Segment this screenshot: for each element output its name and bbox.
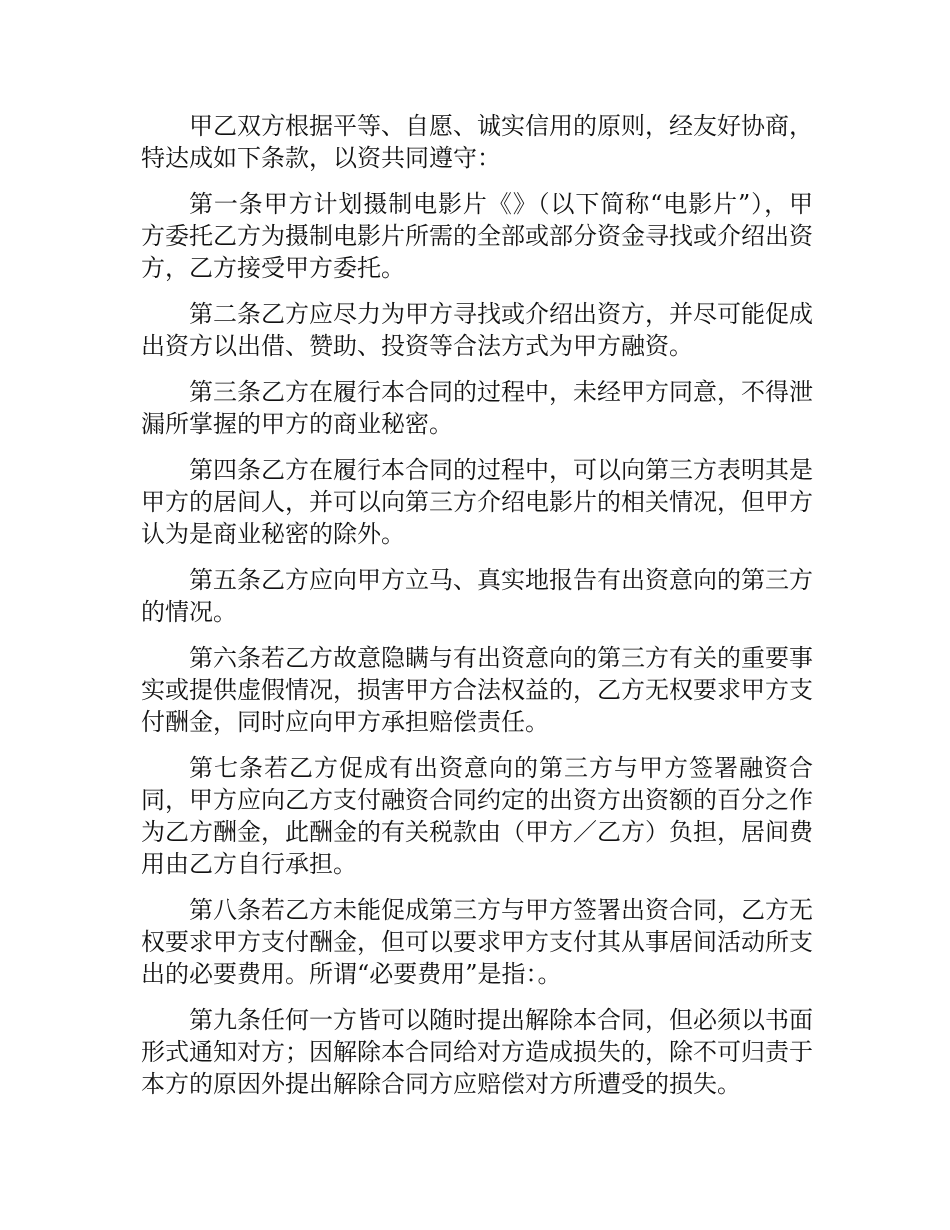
paragraph-article-4: 第四条乙方在履行本合同的过程中，可以向第三方表明其是甲方的居间人，并可以向第三方介绍电影片的相关情况，但甲方认为是商业秘密的除外。 xyxy=(141,456,813,548)
paragraph-article-2: 第二条乙方应尽力为甲方寻找或介绍出资方，并尽可能促成出资方以出借、赞助、投资等合法方式为甲方融资。 xyxy=(141,300,813,360)
document-body xyxy=(141,110,813,1114)
paragraph-article-8: 第八条若乙方未能促成第三方与甲方签署出资合同，乙方无权要求甲方支付酬金，但可以要求甲方支付其从事居间活动所支出的必要费用。所谓“必要费用”是指：。 xyxy=(141,896,813,988)
paragraph-article-1: 第一条甲方计划摄制电影片《》（以下简称“电影片”），甲方委托乙方为摄制电影片所需的全部或部分资金寻找或介绍出资方，乙方接受甲方委托。 xyxy=(141,190,813,282)
paragraph-article-9: 第九条任何一方皆可以随时提出解除本合同，但必须以书面形式通知对方；因解除本合同给对方造成损失的，除不可归责于本方的原因外提出解除合同方应赔偿对方所遭受的损失。 xyxy=(141,1006,813,1098)
paragraph-article-6: 第六条若乙方故意隐瞒与有出资意向的第三方有关的重要事实或提供虚假情况，损害甲方合法权益的，乙方无权要求甲方支付酬金，同时应向甲方承担赔偿责任。 xyxy=(141,644,813,736)
paragraph-article-5: 第五条乙方应向甲方立马、真实地报告有出资意向的第三方的情况。 xyxy=(141,566,813,626)
paragraph-article-7: 第七条若乙方促成有出资意向的第三方与甲方签署融资合同，甲方应向乙方支付融资合同约定的出资方出资额的百分之作为乙方酬金，此酬金的有关税款由（甲方／乙方）负担，居间费用由乙方自行承担。 xyxy=(141,754,813,878)
paragraph-article-3: 第三条乙方在履行本合同的过程中，未经甲方同意，不得泄漏所掌握的甲方的商业秘密。 xyxy=(141,378,813,438)
paragraph-preamble: 甲乙双方根据平等、自愿、诚实信用的原则，经友好协商，特达成如下条款，以资共同遵守： xyxy=(141,112,813,172)
